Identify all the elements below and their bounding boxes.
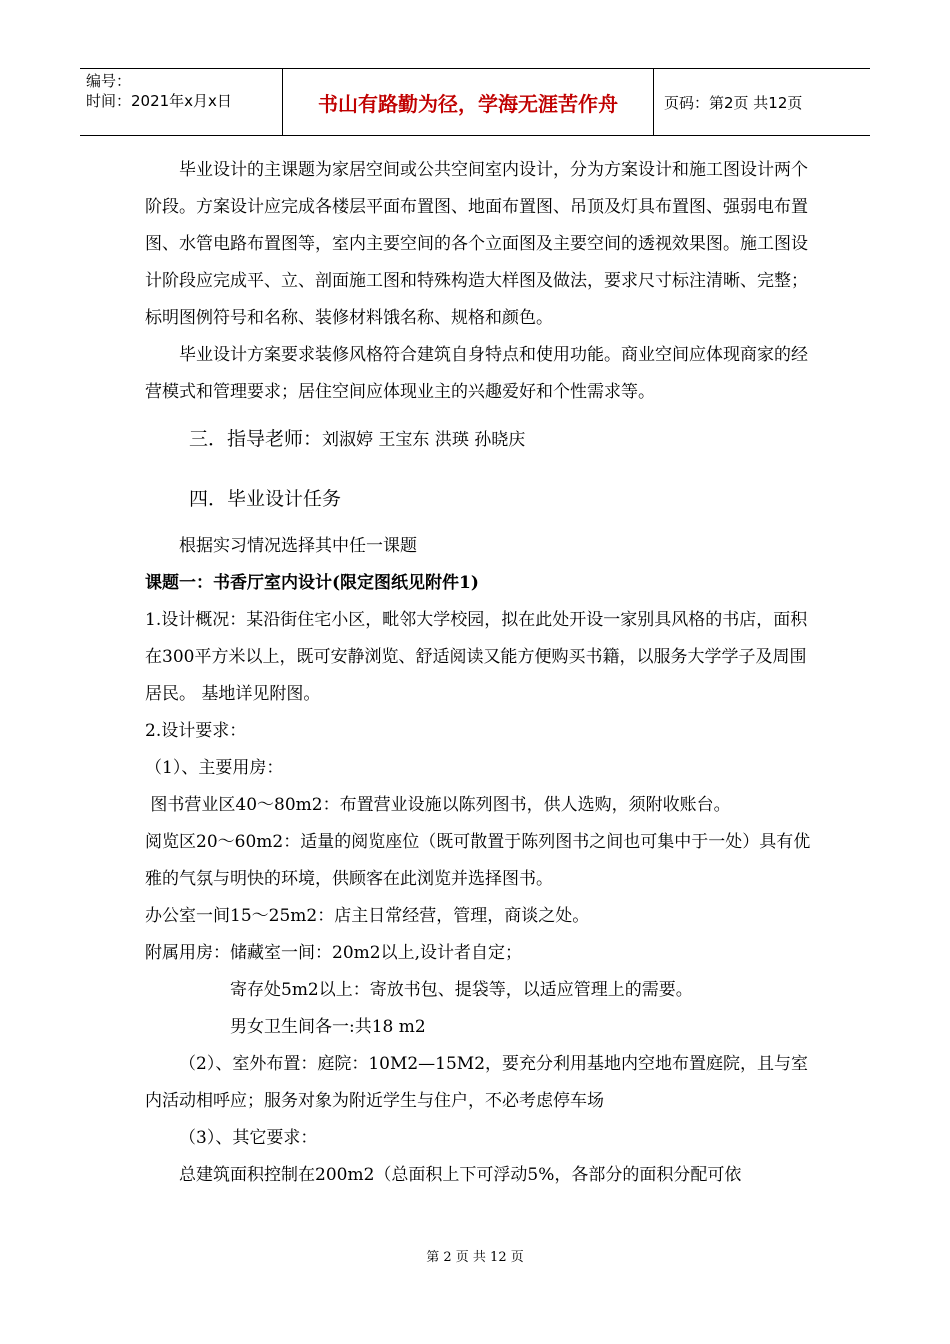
room-reading: 阅览区20～60m2：适量的阅览座位（既可散置于陈列图书之间也可集中于一处）具有优雅的气氛与明快的环境，供顾客在此浏览并选择图书。	[145, 832, 811, 889]
page-footer: 第 2 页 共 12 页	[426, 1250, 524, 1265]
requirement-outdoor: （2）、室外布置：庭院：10M2—15M2，要充分利用基地内空地布置庭院，且与室内活动相呼应；服务对象为附近学生与住户，不必考虑停车场	[145, 1054, 809, 1111]
paragraph-style-requirement: 毕业设计方案要求装修风格符合建筑自身特点和使用功能。商业空间应体现商家的经营模式和管理要求；居住空间应体现业主的兴趣爱好和个性需求等。	[145, 345, 808, 402]
room-auxiliary: 附属用房：储藏室一间：20m2以上,设计者自定；	[145, 943, 522, 963]
room-book-sales: 图书营业区40～80m2：布置营业设施以陈列图书，供人选购，须附收账台。	[145, 795, 731, 815]
time-label: 时间：2021年x月x日	[86, 92, 232, 110]
page-header	[80, 68, 870, 136]
code-label: 编号：	[86, 72, 132, 90]
room-office: 办公室一间15～25m2：店主日常经营，管理，商谈之处。	[145, 906, 590, 926]
choose-topic: 根据实习情况选择其中任一课题	[179, 536, 417, 556]
document-body	[145, 152, 813, 1194]
room-toilets: 男女卫生间各一:共18 m2	[230, 1017, 426, 1037]
header-meta	[80, 69, 282, 135]
design-overview: 1.设计概况：某沿街住宅小区，毗邻大学校园，拟在此处开设一家别具风格的书店，面积在300平方米以上，既可安静浏览、舒适阅读又能方便购买书籍，以服务大学学子及周围居民。 基地详见附图。	[145, 610, 808, 704]
requirement-other-text: 总建筑面积控制在200m2（总面积上下可浮动5%，各部分的面积分配可依	[179, 1165, 742, 1185]
advisor-names: 刘淑婷 王宝东 洪瑛 孙晓庆	[322, 430, 526, 450]
section-advisors	[145, 421, 813, 459]
requirements-title: 2.设计要求：	[145, 721, 247, 741]
header-page-info: 页码：第2页 共12页	[664, 93, 803, 112]
room-locker: 寄存处5m2以上：寄放书包、提袋等，以适应管理上的需要。	[230, 980, 693, 1000]
section-task-title: 四．毕业设计任务	[189, 488, 342, 510]
requirement-other: （3）、其它要求：	[179, 1128, 318, 1148]
topic-one-title: 课题一：书香厅室内设计(限定图纸见附件1)	[145, 573, 479, 593]
header-motto: 书山有路勤为径，学海无涯苦作舟	[282, 69, 654, 135]
requirement-main-rooms: （1）、主要用房：	[145, 758, 284, 778]
section-advisors-title: 三．指导老师：	[189, 428, 323, 450]
paragraph-main-topic: 毕业设计的主课题为家居空间或公共空间室内设计，分为方案设计和施工图设计两个阶段。方案设计应完成各楼层平面布置图、地面布置图、吊顶及灯具布置图、强弱电布置图、水管电路布置图等，室内主要空间的各个立面图及主要空间的透视效果图。施工图设计阶段应完成平、立、剖面施工图和特殊构造大样图及做法，要求尺寸标注清晰、完整；标明图例符号和名称、装修材料饿名称、规格和颜色。	[145, 160, 808, 328]
